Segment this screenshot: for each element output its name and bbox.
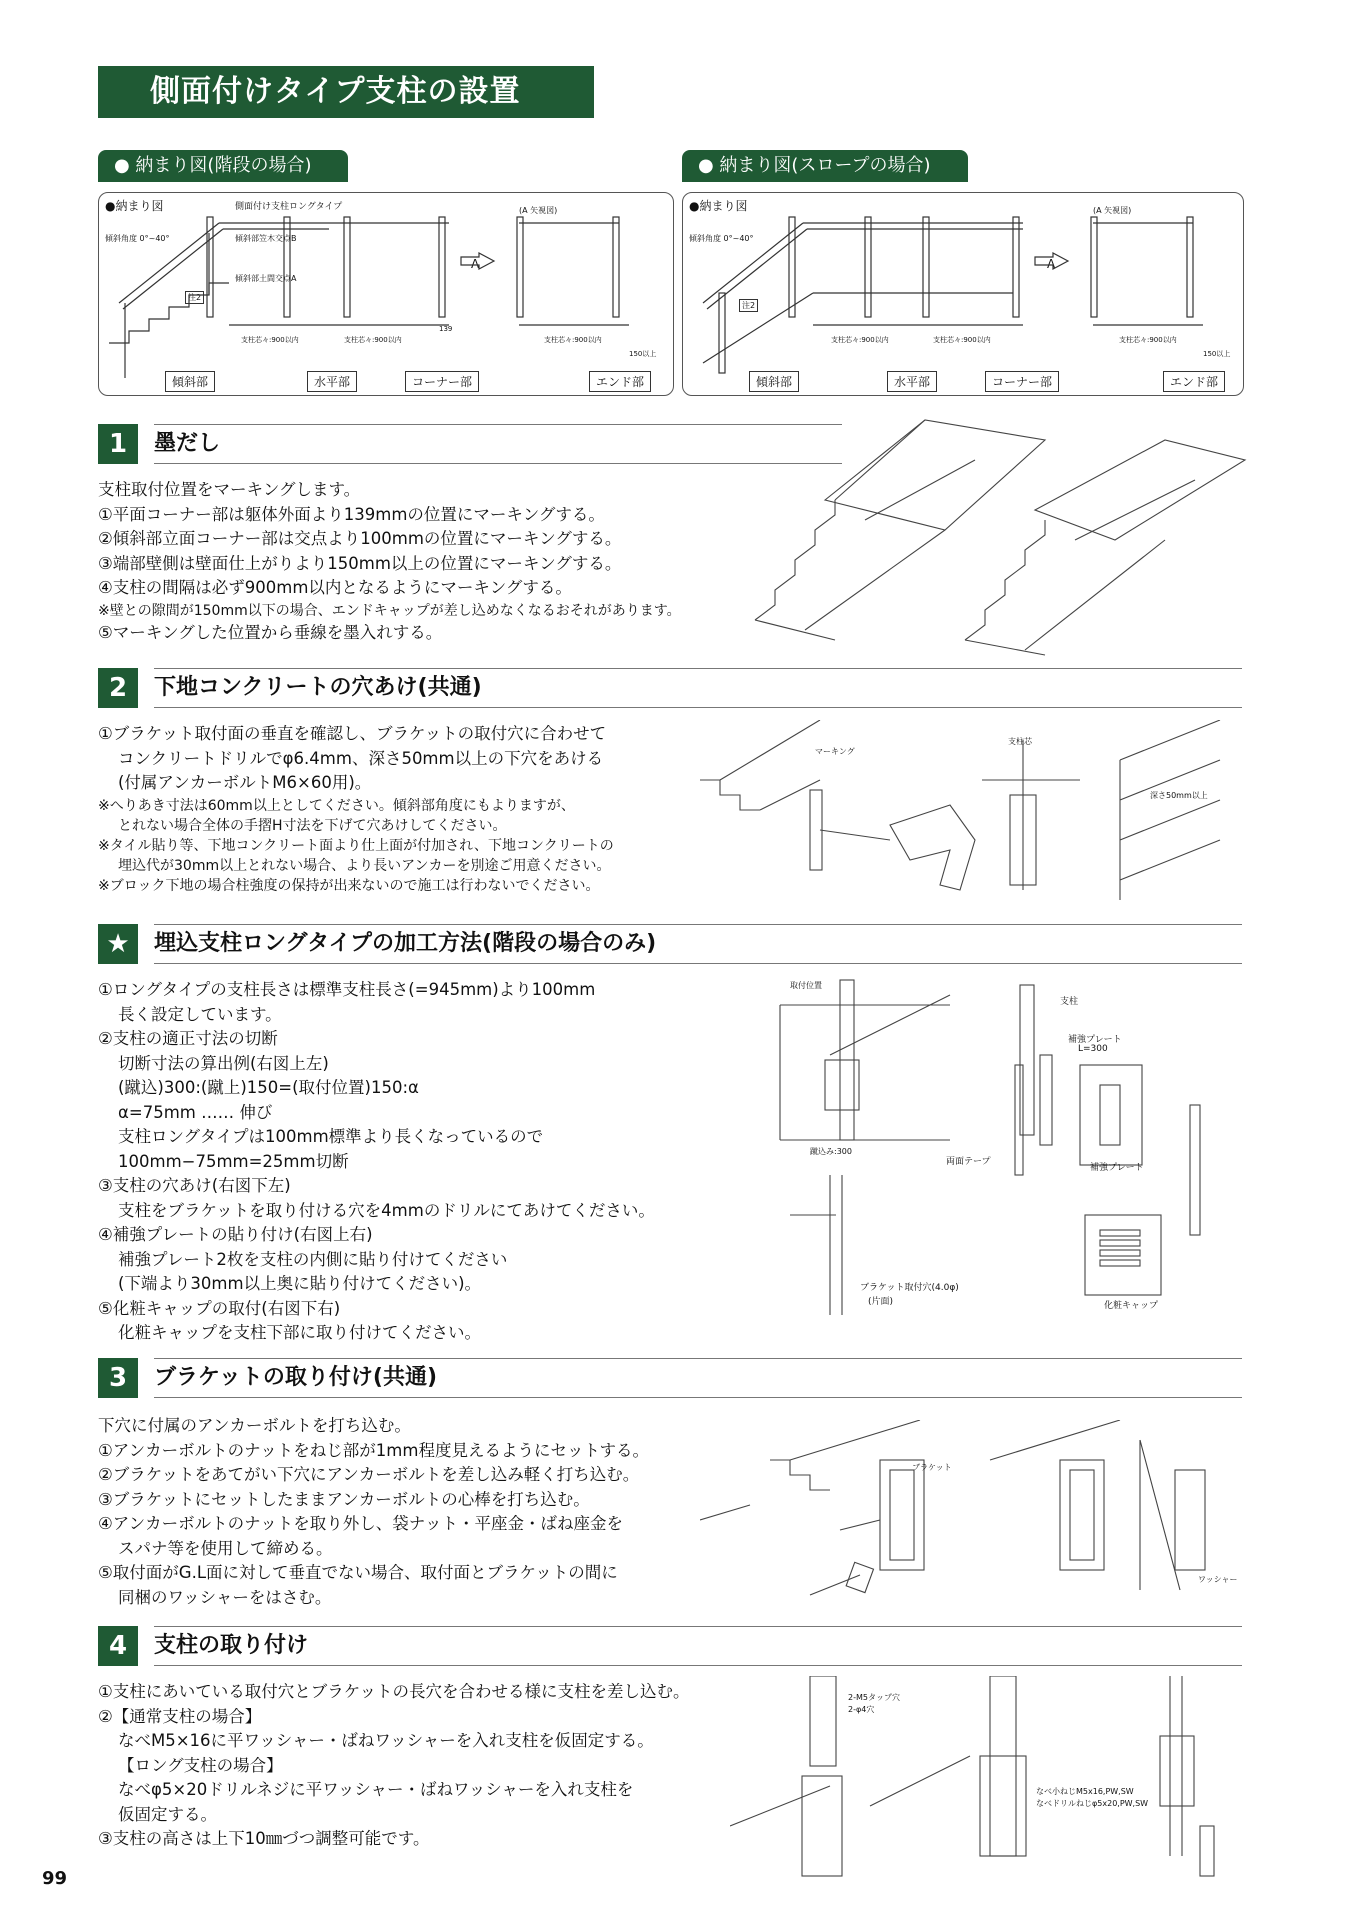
part-end: エンド部 (1163, 371, 1225, 392)
section-number: 2 (98, 668, 138, 708)
post-center-label: 支柱芯 (1008, 737, 1032, 746)
part-incline: 傾斜部 (165, 371, 215, 392)
one-side-label: (片面) (868, 1297, 894, 1307)
pitch-label: 支柱芯々:900以内 (544, 336, 602, 344)
pitch-label: 支柱芯々:900以内 (831, 336, 889, 344)
marking-stairs-illustration (745, 400, 1265, 660)
text-line: α=75mm …… 伸び (118, 1102, 273, 1122)
text-line: ②支柱の適正寸法の切断 (98, 1029, 278, 1048)
text-line: ②【通常支柱の場合】 (98, 1706, 262, 1726)
section-title: 支柱の取り付け (154, 1633, 309, 1658)
text-line: ①ロングタイプの支柱長さは標準支柱長さ(=945mm)より100mm (98, 980, 596, 999)
text-line: 100mm−75mm=25mm切断 (118, 1151, 349, 1171)
section-number: 3 (98, 1358, 138, 1398)
incline-angle-label: 傾斜角度 0°~40° (689, 234, 754, 243)
note-line: ※壁との隙間が150mm以下の場合、エンドキャップが差し込めなくなるおそれがあります。 (98, 602, 681, 619)
text-line: 支柱をブラケットを取り付ける穴を4mmのドリルにてあけてください。 (118, 1200, 655, 1220)
tape-label: 両面テープ (946, 1157, 991, 1167)
text-line: 化粧キャップを支柱下部に取り付けてください。 (118, 1323, 481, 1342)
plate-length-label: L=300 (1078, 1044, 1108, 1054)
part-horizontal: 水平部 (887, 371, 937, 392)
page-number: 99 (42, 1868, 68, 1889)
pitch-label: 支柱芯々:900以内 (933, 336, 991, 344)
depth-label: 深さ50mm以上 (1150, 791, 1208, 800)
text-line: ①平面コーナー部は躯体外面より139mmの位置にマーキングする。 (98, 504, 605, 524)
note-mark: 注2 (739, 299, 758, 312)
text-line: ②傾斜部立面コーナー部は交点より100mmの位置にマーキングする。 (98, 529, 622, 548)
section-star-header (98, 924, 1242, 964)
page-title: 側面付けタイプ支柱の設置 (98, 66, 594, 118)
tap-hole-label-2: 2-φ4穴 (848, 1705, 875, 1714)
drilling-illustration (700, 720, 1230, 910)
text-line: ③端部壁側は壁面仕上がりより150mm以上の位置にマーキングする。 (98, 553, 622, 573)
part-incline: 傾斜部 (749, 371, 799, 392)
section-rule (154, 1397, 1242, 1398)
dim-139-label: 139 (439, 325, 453, 333)
text-line: ③支柱の穴あけ(右図下左) (98, 1176, 291, 1195)
subtitle-stairs: ● 納まり図(階段の場合) (98, 150, 348, 182)
section-title: 下地コンクリートの穴あけ(共通) (154, 675, 482, 700)
incline-b-label: 傾斜部笠木交点B (235, 234, 297, 243)
section-rule (154, 668, 1242, 669)
text-line: コンクリートドリルでφ6.4mm、深さ50mm以上の下穴をあける (118, 748, 604, 768)
bracket-install-illustration (700, 1420, 1240, 1610)
subtitle-slope: ● 納まり図(スロープの場合) (682, 150, 968, 182)
text-line: 同梱のワッシャーをはさむ。 (118, 1587, 332, 1607)
screw-label-2: なべドリルねじφ5x20,PW,SW (1036, 1799, 1149, 1808)
text-line: ③ブラケットにセットしたままアンカーボルトの心棒を打ち込む。 (98, 1489, 590, 1509)
diagram-slope (682, 192, 1244, 396)
section-title: ブラケットの取り付け(共通) (154, 1365, 438, 1390)
plate-label: 補強プレート (1068, 1035, 1122, 1045)
text-line: 補強プレート2枚を支柱の内側に貼り付けてください (118, 1249, 508, 1269)
note-line: ※へりあき寸法は60mm以上としてください。傾斜部角度にもよりますが、 (98, 797, 575, 814)
text-line: ⑤マーキングした位置から垂線を墨入れする。 (98, 622, 443, 642)
section-rule (154, 1626, 1242, 1627)
section-number: 1 (98, 424, 138, 464)
text-line: なべM5×16に平ワッシャー・ばねワッシャーを入れ支柱を仮固定する。 (118, 1731, 654, 1750)
bracket-label: ブラケット (912, 1463, 952, 1472)
text-line: 支柱ロングタイプは100mm標準より長くなっているので (118, 1127, 544, 1146)
part-corner: コーナー部 (405, 371, 479, 392)
note-line: 埋込代が30mm以上とれない場合、より長いアンカーを別途ご用意ください。 (118, 857, 611, 874)
text-line: 【ロング支柱の場合】 (118, 1755, 283, 1775)
screw-label-1: なべ小ねじM5x16,PW,SW (1036, 1787, 1134, 1796)
part-horizontal: 水平部 (307, 371, 357, 392)
text-line: ①ブラケット取付面の垂直を確認し、ブラケットの取付穴に合わせて (98, 724, 607, 743)
pitch-label: 支柱芯々:900以内 (344, 336, 402, 344)
text-line: ③支柱の高さは上下10㎜づつ調整可能です。 (98, 1829, 430, 1848)
dim-150-label: 150以上 (1203, 350, 1231, 358)
section-number: 4 (98, 1626, 138, 1666)
text-line: 仮固定する。 (118, 1804, 217, 1824)
arrow-a-label: A (471, 257, 480, 271)
section-2-body (98, 722, 614, 896)
post-label: 支柱 (1060, 997, 1079, 1007)
marking-label: マーキング (815, 747, 855, 756)
section-title: 墨だし (154, 431, 221, 456)
section-star-body (98, 978, 655, 1346)
section-2-header (98, 668, 1242, 708)
post-install-illustration (730, 1676, 1230, 1886)
section-4-header (98, 1626, 1242, 1666)
text-line: 長く設定しています。 (118, 1004, 282, 1024)
section-rule (154, 1358, 1242, 1359)
text-line: ④支柱の間隔は必ず900mm以内となるようにマーキングする。 (98, 578, 572, 597)
note-mark: 注2 (185, 291, 204, 304)
part-end: エンド部 (589, 371, 651, 392)
kerikomi-label: 蹴込み:300 (810, 1147, 852, 1156)
plate-label-2: 補強プレート (1090, 1163, 1144, 1173)
section-rule (154, 963, 1242, 964)
bracket-hole-label: ブラケット取付穴(4.0φ) (860, 1283, 959, 1293)
section-title: 埋込支柱ロングタイプの加工方法(階段の場合のみ) (154, 931, 657, 956)
note-line: とれない場合全体の手摺H寸法を下げて穴あけしてください。 (118, 817, 507, 834)
diagram-stairs (98, 192, 674, 396)
section-rule (154, 924, 1242, 925)
section-rule (154, 1665, 1242, 1666)
text-line: 切断寸法の算出例(右図上左) (118, 1053, 329, 1073)
incline-a-label: 傾斜部土間交点A (235, 274, 297, 283)
cap-label: 化粧キャップ (1104, 1301, 1159, 1311)
section-4-body (98, 1680, 689, 1852)
text-line: (付属アンカーボルトM6×60用)。 (118, 773, 372, 792)
slope-diagram-drawing (683, 193, 1243, 395)
long-type-label: 側面付け支柱ロングタイプ (235, 202, 343, 212)
mount-pos-label: 取付位置 (790, 981, 822, 990)
view-a-label: (A 矢視図) (519, 206, 558, 215)
text-line: ⑤化粧キャップの取付(右図下右) (98, 1298, 341, 1318)
diagram-heading: ●納まり図 (689, 199, 748, 213)
incline-angle-label: 傾斜角度 0°~40° (105, 234, 170, 243)
note-line: ※ブロック下地の場合柱強度の保持が出来ないので施工は行わないでください。 (98, 877, 600, 894)
text-line: (蹴込)300:(蹴上)150=(取付位置)150:α (118, 1078, 419, 1097)
text-line: ⑤取付面がG.L面に対して垂直でない場合、取付面とブラケットの間に (98, 1563, 618, 1582)
dim-150-label: 150以上 (629, 350, 657, 358)
text-line: ①支柱にあいている取付穴とブラケットの長穴を合わせる様に支柱を差し込む。 (98, 1682, 690, 1701)
text-line: 下穴に付属のアンカーボルトを打ち込む。 (98, 1416, 411, 1435)
text-line: ①アンカーボルトのナットをねじ部が1mm程度見えるようにセットする。 (98, 1440, 649, 1460)
text-line: スパナ等を使用して締める。 (118, 1538, 333, 1558)
text-line: ④補強プレートの貼り付け(右図上右) (98, 1225, 373, 1244)
view-a-label: (A 矢視図) (1093, 206, 1132, 215)
section-rule (154, 463, 842, 464)
section-1-body (98, 478, 681, 645)
washer-label: ワッシャー (1198, 1575, 1238, 1584)
section-rule (154, 424, 842, 425)
section-3-body (98, 1414, 649, 1610)
diagram-heading: ●納まり図 (105, 199, 164, 213)
arrow-a-label: A (1047, 257, 1056, 271)
text-line: ④アンカーボルトのナットを取り外し、袋ナット・平座金・ばね座金を (98, 1514, 623, 1533)
pitch-label: 支柱芯々:900以内 (1119, 336, 1177, 344)
part-corner: コーナー部 (985, 371, 1059, 392)
pitch-label: 支柱芯々:900以内 (241, 336, 299, 344)
text-line: 支柱取付位置をマーキングします。 (98, 480, 361, 499)
text-line: ②ブラケットをあてがい下穴にアンカーボルトを差し込み軽く打ち込む。 (98, 1465, 640, 1484)
note-line: ※タイル貼り等、下地コンクリート面より仕上面が付加され、下地コンクリートの (98, 837, 614, 854)
section-number: ★ (98, 924, 138, 964)
tap-hole-label: 2-M5タップ穴 (848, 1693, 900, 1702)
stairs-diagram-drawing (99, 193, 673, 395)
text-line: なべφ5×20ドリルネジに平ワッシャー・ばねワッシャーを入れ支柱を (118, 1780, 634, 1799)
section-rule (154, 707, 1242, 708)
section-3-header (98, 1358, 1242, 1398)
text-line: (下端より30mm以上奥に貼り付けてください)。 (118, 1274, 482, 1293)
